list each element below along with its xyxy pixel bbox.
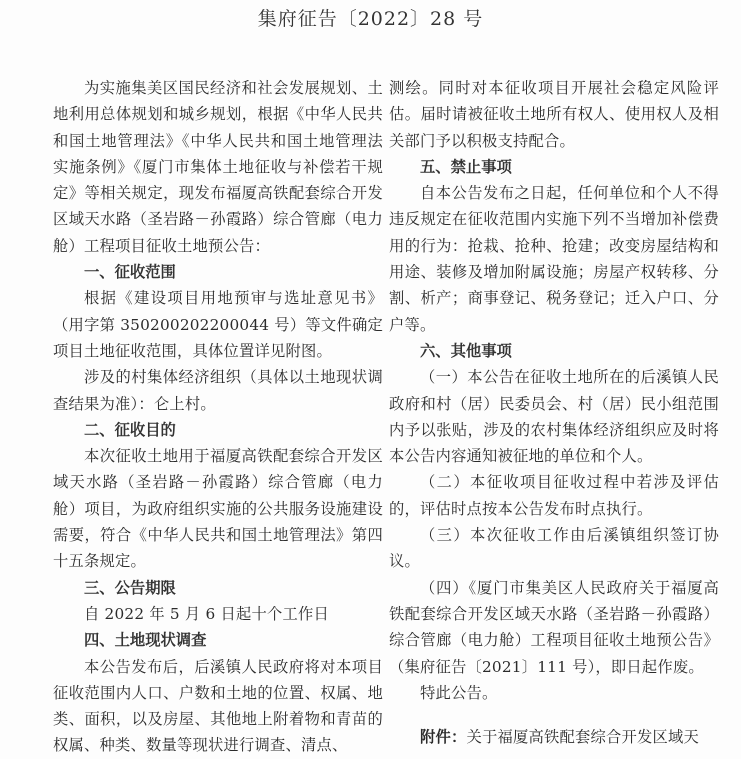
paragraph: 本公告发布后，后溪镇人民政府将对本项目征收范围内人口、户数和土地的位置、权属、地类、面积，以及房屋、其他地上附着物和青苗的权属、种类、数量等现状进行调查、清点、 [53,657,383,755]
paragraph: 测绘。同时对本征收项目开展社会稳定风险评估。届时请被征收土地所有权人、使用权人及相关部门予以积极支持配合。 [389,79,719,150]
section-heading: 六、其他事项 [420,341,512,360]
paragraph: 为实施集美区国民经济和社会发展规划、土地利用总体规划和城乡规划，根据《中华人民共和国土地管理法》《中华人民共和国土地管理法实施条例》《厦门市集体土地征收与补偿若干规定》等相关规定，现发布福厦高铁配套综合开发区域天水路（圣岩路－孙霞路）综合管廊（电力舱）工程项目征收土地预公告： [53,79,383,255]
section-heading: 五、禁止事项 [420,157,512,176]
paragraph: 特此公告。 [420,683,498,702]
paragraph: 本次征收土地用于福厦高铁配套综合开发区域天水路（圣岩路－孙霞路）综合管廊（电力舱）项目，为政府组织实施的公共服务设施建设需要，符合《中华人民共和国土地管理法》第四十五条规定。 [53,447,383,571]
paragraph: 自 2022 年 5 月 6 日起十个工作日 [84,604,329,623]
paragraph: 根据《建设项目用地预审与选址意见书》（用字第 350200202200044 号）等文件确定项目土地征收范围，具体位置详见附图。 [53,289,383,360]
right-text-column [389,75,719,750]
paragraph: （三）本次征收工作由后溪镇组织签订协议。 [389,526,719,571]
section-heading: 三、公告期限 [84,578,176,597]
paragraph: 涉及的村集体经济组织（具体以土地现状调查结果为准）：仑上村。 [53,368,383,413]
left-text-column [53,75,383,759]
section-heading: 一、征收范围 [84,263,176,282]
paragraph: （二）本征收项目征收过程中若涉及评估的，评估时点按本公告发布时点执行。 [389,473,719,518]
attachment-text: 关于福厦高铁配套综合开发区域天 [466,728,699,747]
section-heading: 二、征收目的 [84,420,176,439]
document-number-title: 集府征告〔2022〕28 号 [257,8,484,30]
paragraph: （一）本公告在征收土地所在的后溪镇人民政府和村（居）民委员会、村（居）民小组范围内予以张贴，涉及的农村集体经济组织应及时将本公告内容通知被征地的单位和个人。 [389,368,719,466]
paragraph: （四）《厦门市集美区人民政府关于福厦高铁配套综合开发区域天水路（圣岩路－孙霞路）综合管廊（电力舱）工程项目征收土地预公告》（集府征告〔2021〕111 号），即日起作废。 [389,578,719,676]
section-heading: 四、土地现状调查 [84,631,207,650]
paragraph: 自本公告发布之日起，任何单位和个人不得违反规定在征收范围内实施下列不当增加补偿费用的行为：抢栽、抢种、抢建；改变房屋结构和用途、装修及增加附属设施；房屋产权转移、分割、析产；商事登记、税务登记；迁入户口、分户等。 [389,184,719,334]
attachment-line [389,724,719,750]
attachment-label: 附件： [420,728,467,747]
